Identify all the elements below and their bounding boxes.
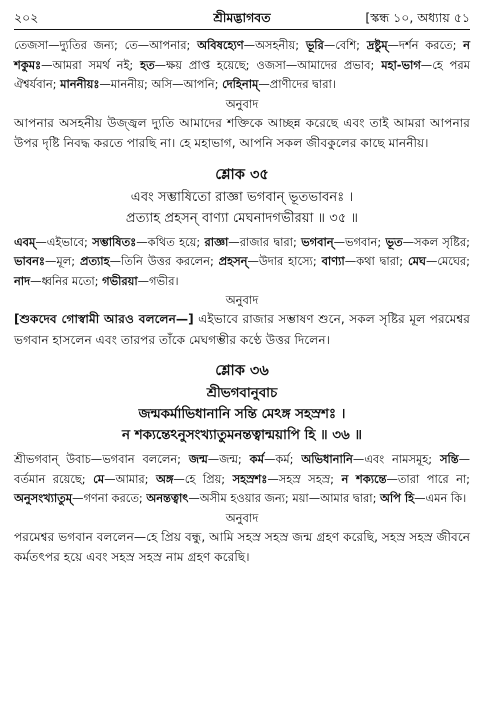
synonym-meaning: দর্শন করতে; — [398, 38, 457, 52]
synonym-meaning: অসহনীয়; — [255, 38, 300, 52]
synonym-meaning: জন্ম; — [219, 452, 242, 466]
synonym-term: তেজসা — [14, 38, 49, 52]
synonym-term: জন্ম — [188, 452, 208, 466]
synonym-term: প্রত্যাহ — [79, 254, 110, 268]
synonym-meaning: আমাদের প্রভাব; — [297, 57, 375, 72]
synonym-meaning: বেশি; — [335, 38, 361, 52]
synonym-term: গভীরয়া — [102, 273, 138, 288]
shloka-36-line-2: ন শক্যন্তেঽনুসংখ্যাতুমনন্তত্বান্ময়াপি হি ॥ ৩৬ ॥ — [122, 428, 362, 443]
synonyms-paragraph-1: তেজসা—দ্যুতির জন্য; তে—আপনার; অবিষহ্যেণ—অসহনীয়; ভূরি—বেশি; দ্রষ্টুম্—দর্শন করতে; ন শকুমঃ—আমরা সমর্থ নই; হত—ক্ষয় প্রাপ্ত হয়েছে; ওজসা—আমাদের প্রভাব; মহা-ভাগ—হে পরম ঐশ্বর্যবান; মাননীয়ঃ—মাননীয়; অসি—আপনি; দেহিনাম্—প্রাণীদের দ্বারা। — [14, 38, 470, 91]
synonym-term: ওজসা — [256, 57, 286, 72]
translation-paragraph-3: পরমেশ্বর ভগবান বললেন—হে প্রিয় বন্ধু, আমি সহস্র সহস্র জন্ম গ্রহণ করেছি, সহস্র সহস্র জীবনে কর্মতৎপর হয়ে এবং সহস্র সহস্র নাম গ্রহণ করেছি। — [14, 529, 470, 564]
page-header — [14, 6, 470, 30]
synonym-term: প্রহসন্ — [218, 254, 248, 268]
book-page — [14, 6, 470, 568]
translation-2-body: এইভাবে রাজার সম্ভাষণ শুনে, সকল সৃষ্টির মূল পরমেশ্বর ভগবান হাসলেন এবং তারপর তাঁকে মেঘগম্ভীর কণ্ঠে উত্তর দিলেন। — [14, 312, 470, 347]
synonym-term: শ্রীভগবান্ উবাচ — [14, 452, 91, 466]
shloka-36-line-1: জন্মকর্মাভিধানানি সন্তি মেঽঙ্গ সহস্রশঃ । — [138, 407, 346, 422]
synonym-meaning: ক্ষয় প্রাপ্ত হয়েছে; — [166, 57, 250, 72]
synonym-term: ভগবান্ — [301, 234, 334, 249]
header-rule — [14, 29, 470, 30]
synonym-meaning: কথিত হয়ে; — [147, 234, 201, 249]
synonym-term: অঙ্গ — [155, 471, 174, 486]
translation-2-speaker: [শুকদেব গোস্বামী আরও বললেন—] — [14, 312, 194, 326]
synonym-meaning: সকল সৃষ্টির; — [413, 234, 470, 249]
synonym-term: দ্রষ্টুম্ — [366, 38, 388, 52]
synonym-meaning: প্রাণীদের দ্বারা। — [269, 77, 336, 91]
synonym-term: এবম্ — [14, 234, 36, 249]
synonym-meaning: মেঘের; — [437, 254, 471, 268]
synonym-term: তে — [124, 38, 138, 52]
synonym-term: ভূরি — [305, 38, 324, 52]
synonym-meaning: কথা দ্বারা; — [356, 254, 404, 268]
synonym-meaning: আমার; — [115, 471, 149, 486]
synonym-meaning: আমার দ্বারা; — [320, 491, 377, 505]
synonym-term: অভিধানানি — [301, 452, 353, 466]
translation-paragraph-2 — [14, 309, 470, 350]
synonym-meaning: এবং নামসমূহ; — [364, 452, 433, 466]
synonym-term: বাণ্যা — [321, 254, 345, 268]
translation-label-1: অনুবাদ — [225, 96, 259, 111]
book-title: শ্রীমদ্ভাগবত — [213, 10, 271, 25]
synonym-term: ভূত — [385, 234, 403, 249]
synonym-meaning: কর্ম; — [275, 452, 294, 466]
synonym-term: কর্ম — [249, 452, 264, 466]
synonym-meaning: আপনি; — [183, 77, 219, 91]
page-number: ২০২ — [14, 10, 39, 25]
synonym-term: মহা-ভাগ — [381, 57, 421, 72]
synonym-meaning: আপনার; — [149, 38, 191, 52]
shloka-35-title: শ্লোক ৩৫ — [215, 166, 269, 183]
synonym-term: রাজ্ঞা — [204, 234, 229, 249]
synonym-term: সন্তি — [440, 452, 459, 466]
synonym-term: হত — [140, 57, 155, 72]
synonym-term: অপি হি — [380, 491, 415, 505]
synonyms-paragraph-3: শ্রীভগবান্ উবাচ—ভগবান বললেন; জন্ম—জন্ম; কর্ম—কর্ম; অভিধানানি—এবং নামসমূহ; সন্তি—বর্তমান রয়েছে; মে—আমার; অঙ্গ—হে প্রিয়; সহস্রশঃ—সহস্র সহস্র; ন শক্যন্তে—তারা পারে না; অনুসংখ্যাতুম্—গণনা করতে; অনন্তত্বাৎ—অসীম হওয়ার জন্য; ময়া—আমার দ্বারা; অপি হি—এমন কি। — [14, 452, 471, 505]
synonym-term: ময়া — [292, 491, 309, 505]
synonym-meaning: মূল; — [56, 254, 76, 268]
synonym-term: দেহিনাম্ — [222, 77, 259, 91]
synonym-term: অসি — [151, 77, 173, 91]
translation-paragraph-1: আপনার অসহনীয় উজ্জ্বল দ্যুতি আমাদের শক্তিকে আচ্ছন্ন করেছে এবং তাই আমরা আপনার উপর দৃষ্টি নিবদ্ধ করতে পারছি না। হে মহাভাগ, আপনি সকল জীবকুলের কাছে মাননীয়। — [14, 115, 470, 150]
shloka-35-line-1: এবং সম্ভাষিতো রাজ্ঞা ভগবান্ ভূতভাবনঃ । — [130, 189, 354, 205]
synonym-term: অনুসংখ্যাতুম্ — [14, 491, 73, 505]
canto-chapter-reference: [স্কন্ধ ১০, অধ্যায় ৫১ — [365, 10, 470, 25]
synonym-term: ন শক্যন্তে — [341, 471, 387, 486]
synonym-meaning: অসীম হওয়ার জন্য; — [199, 491, 289, 505]
synonym-term: অবিষহ্যেণ — [197, 38, 244, 52]
synonym-term: মেঘ — [407, 254, 426, 268]
synonym-term: সম্ভাষিতঃ — [92, 234, 137, 249]
synonym-meaning: গভীর। — [149, 273, 179, 288]
shloka-35-line-2: প্রত্যাহ প্রহসন্ বাণ্যা মেঘনাদগভীরয়া ॥ ৩৫ ॥ — [125, 210, 359, 226]
synonym-meaning: দ্যুতির জন্য; — [59, 38, 118, 52]
synonym-meaning: এমন কি। — [425, 491, 467, 505]
synonym-term: মে — [93, 471, 105, 486]
synonym-meaning: সহস্র সহস্র; — [278, 471, 334, 486]
synonym-meaning: হে প্রিয়; — [184, 471, 226, 486]
synonym-meaning: গণনা করতে; — [83, 491, 143, 505]
synonym-term: অনন্তত্বাৎ — [146, 491, 189, 505]
synonym-term: ভাবনঃ — [14, 254, 46, 268]
shloka-36-speaker: শ্রীভগবানুবাচ — [206, 386, 278, 401]
synonym-meaning: ভগবান বললেন; — [102, 452, 181, 466]
synonym-meaning: ধ্বনির মতো; — [41, 273, 99, 288]
synonym-meaning: আমরা সমর্থ নই; — [52, 57, 134, 72]
synonym-term: মাননীয়ঃ — [60, 77, 100, 91]
synonym-meaning: বর্তমান রয়েছে; — [14, 471, 86, 486]
synonym-term: নাদ — [14, 273, 31, 288]
synonym-meaning: তিনি উত্তর করলেন; — [120, 254, 214, 268]
synonym-meaning: মাননীয়; — [110, 77, 148, 91]
synonym-meaning: হে পরম ঐশ্বর্যবান; — [14, 57, 470, 91]
synonym-meaning: এইভাবে; — [46, 234, 88, 249]
synonym-term: ন শকুমঃ — [14, 38, 470, 72]
synonym-meaning: তারা পারে না; — [397, 471, 471, 486]
translation-label-2: অনুবাদ — [225, 293, 259, 307]
synonym-meaning: রাজার দ্বারা; — [239, 234, 297, 249]
synonym-term: সহস্রশঃ — [232, 471, 268, 486]
synonym-meaning: ভগবান; — [344, 234, 382, 249]
synonym-meaning: উদার হাস্যে; — [258, 254, 317, 268]
translation-label-3: অনুবাদ — [225, 510, 259, 525]
shloka-36-title: শ্লোক ৩৬ — [215, 363, 269, 379]
synonyms-paragraph-2: এবম্—এইভাবে; সম্ভাষিতঃ—কথিত হয়ে; রাজ্ঞা—রাজার দ্বারা; ভগবান্—ভগবান; ভূত—সকল সৃষ্টির; ভাবনঃ—মূল; প্রত্যাহ—তিনি উত্তর করলেন; প্রহসন্—উদার হাস্যে; বাণ্যা—কথা দ্বারা; মেঘ—মেঘের; নাদ—ধ্বনির মতো; গভীরয়া—গভীর। — [14, 234, 471, 288]
